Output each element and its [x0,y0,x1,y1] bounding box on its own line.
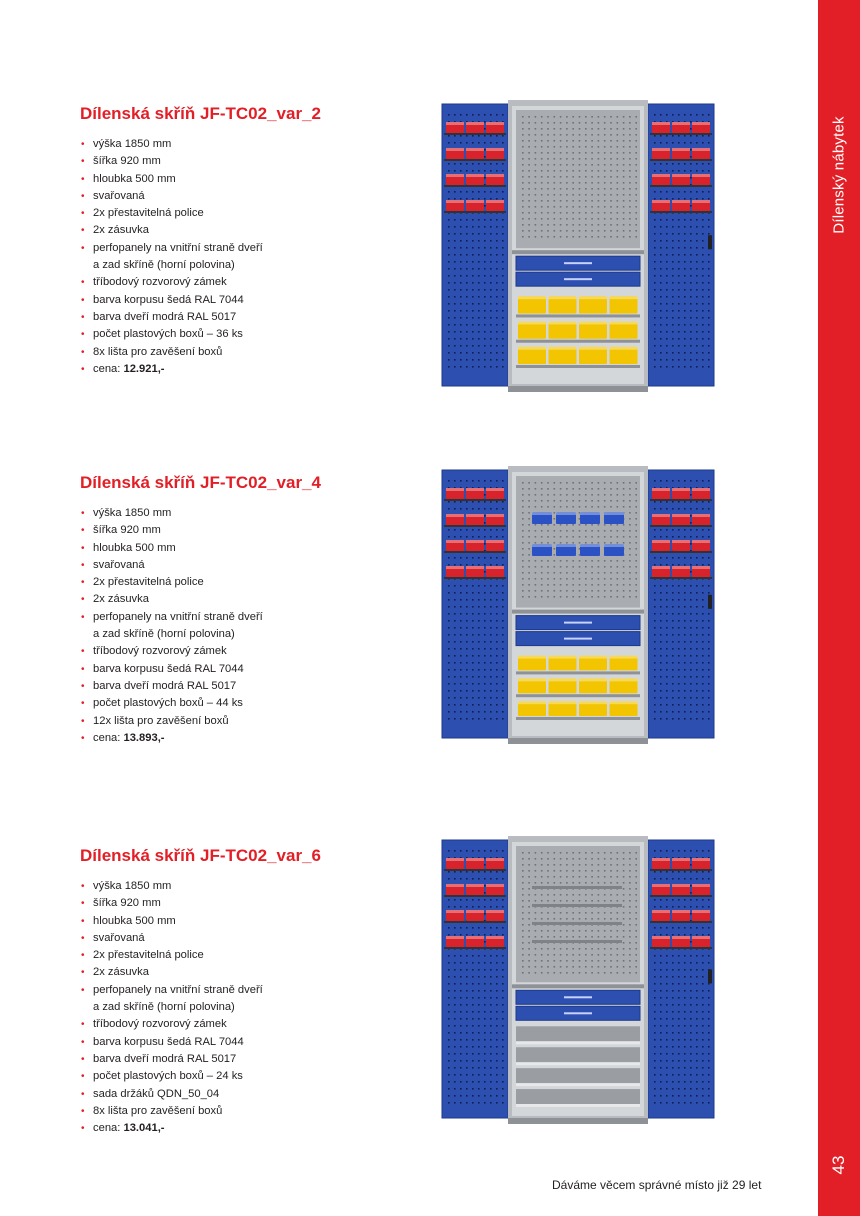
spec-list [80,136,263,378]
spec-item: • výška 1850 mm [81,507,172,519]
spec-item-continuation: a zad skříně (horní polovina) [93,259,235,272]
cabinet-icon [436,466,722,746]
spec-item: • 2x přestavitelná police [81,207,204,220]
spec-item: • hloubka 500 mm [81,914,176,927]
spec-item: • 2x zásuvka [81,593,149,606]
spec-item: • 2x přestavitelná police [81,949,204,962]
price-value: 12.921,- [123,362,165,375]
price-value: 13.041,- [123,1122,165,1135]
spec-item: • 8x lišta pro zavěšení boxů [81,345,223,358]
spec-item: • svařovaná [81,189,145,202]
spec-item: • barva korpusu šedá RAL 7044 [81,293,244,306]
spec-item-continuation: a zad skříně (horní polovina) [93,1001,235,1014]
spec-item: • počet plastových boxů – 24 ks [81,1070,243,1083]
footer-tagline: Dáváme věcem správné místo již 29 let [552,1178,762,1192]
cabinet-icon [436,100,722,394]
spec-item: • 2x zásuvka [81,966,149,979]
spec-item: • hloubka 500 mm [81,541,176,554]
spec-item: • tříbodový rozvorový zámek [81,1018,227,1031]
page-number [826,1145,852,1185]
spec-item: • tříbodový rozvorový zámek [81,645,227,658]
sidebar-section-title [826,100,852,250]
product-title: Dílenská skříň JF-TC02_var_4 [80,473,321,492]
spec-list [80,505,263,747]
price-item: • cena: 12.921,- [81,362,165,375]
sidebar [818,0,860,1216]
spec-item: • 12x lišta pro zavěšení boxů [81,714,229,727]
spec-item: • 2x přestavitelná police [81,576,204,589]
spec-item: • šířka 920 mm [81,155,161,168]
product-title: Dílenská skříň JF-TC02_var_2 [80,104,321,123]
spec-item: • počet plastových boxů – 44 ks [81,697,243,710]
spec-item: • hloubka 500 mm [81,172,176,185]
spec-item: • počet plastových boxů – 36 ks [81,328,243,341]
price-item: • cena: 13.041,- [81,1122,165,1135]
cabinet-icon [436,836,722,1126]
product-title: Dílenská skříň JF-TC02_var_6 [80,846,321,865]
spec-item: • barva dveří modrá RAL 5017 [81,310,237,323]
spec-item: • barva dveří modrá RAL 5017 [81,1052,237,1065]
page-number-text: 43 [829,1155,848,1175]
spec-item: • výška 1850 mm [81,138,172,150]
price-item: • cena: 13.893,- [81,731,165,744]
spec-item: • šířka 920 mm [81,524,161,537]
spec-item: • 8x lišta pro zavěšení boxů [81,1104,223,1117]
spec-item: • perfopanely na vnitřní straně dveří [81,610,263,623]
spec-item: • sada držáků QDN_50_04 [81,1087,220,1100]
spec-list [80,878,263,1137]
spec-item: • svařovaná [81,558,145,571]
spec-item: • svařovaná [81,931,145,944]
spec-item: • šířka 920 mm [81,897,161,910]
price-value: 13.893,- [123,731,165,744]
spec-item: • perfopanely na vnitřní straně dveří [81,983,263,996]
spec-item: • barva korpusu šedá RAL 7044 [81,1035,244,1048]
sidebar-title-text: Dílenský nábytek [830,116,848,234]
spec-item: • barva dveří modrá RAL 5017 [81,679,237,692]
spec-item: • 2x zásuvka [81,224,149,237]
spec-item: • výška 1850 mm [81,880,172,892]
spec-item: • perfopanely na vnitřní straně dveří [81,241,263,254]
spec-item: • barva korpusu šedá RAL 7044 [81,662,244,675]
spec-item: • tříbodový rozvorový zámek [81,276,227,289]
spec-item-continuation: a zad skříně (horní polovina) [93,628,235,641]
